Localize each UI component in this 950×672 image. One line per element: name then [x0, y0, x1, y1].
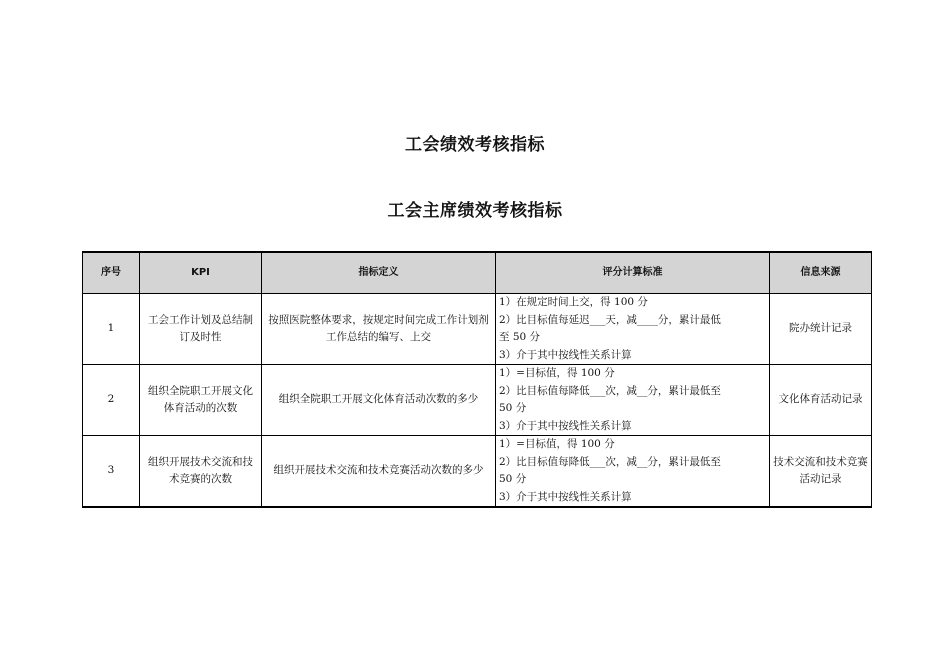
header-source: 信息来源 [770, 252, 872, 294]
info-source: 院办统计记录 [770, 294, 872, 365]
kpi-definition: 组织全院职工开展文化体育活动次数的多少 [262, 365, 496, 436]
kpi-name: 组织全院职工开展文化体育活动的次数 [140, 365, 262, 436]
kpi-definition: 组织开展技术交流和技术竞赛活动次数的多少 [262, 436, 496, 508]
info-source: 技术交流和技术竞赛活动记录 [770, 436, 872, 508]
table-header-row [83, 252, 872, 294]
row-number: 3 [83, 436, 140, 508]
document-title: 工会绩效考核指标 [405, 135, 545, 155]
row-number: 2 [83, 365, 140, 436]
header-definition: 指标定义 [262, 252, 496, 294]
criteria-line: 至 50 分 [499, 331, 541, 343]
kpi-name: 组织开展技术交流和技术竞赛的次数 [140, 436, 262, 508]
criteria-line: 50 分 [499, 402, 527, 414]
kpi-table [82, 251, 872, 508]
criteria-line: 3）介于其中按线性关系计算 [499, 419, 632, 432]
kpi-name: 工会工作计划及总结制订及时性 [140, 294, 262, 365]
criteria-line: 2）比目标值每降低___次，减__分，累计最低至 [499, 455, 721, 468]
scoring-criteria [496, 365, 770, 436]
table-row [83, 436, 872, 508]
scoring-criteria [496, 294, 770, 365]
criteria-line: 2）比目标值每延迟___天，减____分，累计最低 [499, 313, 721, 326]
header-no: 序号 [83, 252, 140, 294]
kpi-definition: 按照医院整体要求，按规定时间完成工作计划剂工作总结的编写、上交 [262, 294, 496, 365]
table-row [83, 294, 872, 365]
header-kpi: KPI [140, 252, 262, 294]
criteria-line: 50 分 [499, 473, 527, 485]
table-title: 工会主席绩效考核指标 [387, 201, 563, 221]
table-row [83, 365, 872, 436]
criteria-line: 3）介于其中按线性关系计算 [499, 348, 632, 361]
scoring-criteria [496, 436, 770, 508]
row-number: 1 [83, 294, 140, 365]
criteria-line: 1）=目标值，得 100 分 [499, 367, 615, 379]
criteria-line: 2）比目标值每降低___次，减__分，累计最低至 [499, 384, 721, 397]
criteria-line: 3）介于其中按线性关系计算 [499, 490, 632, 503]
criteria-line: 1）=目标值，得 100 分 [499, 438, 615, 450]
criteria-line: 1）在规定时间上交，得 100 分 [499, 296, 648, 308]
info-source: 文化体育活动记录 [770, 365, 872, 436]
header-criteria: 评分计算标准 [496, 252, 770, 294]
